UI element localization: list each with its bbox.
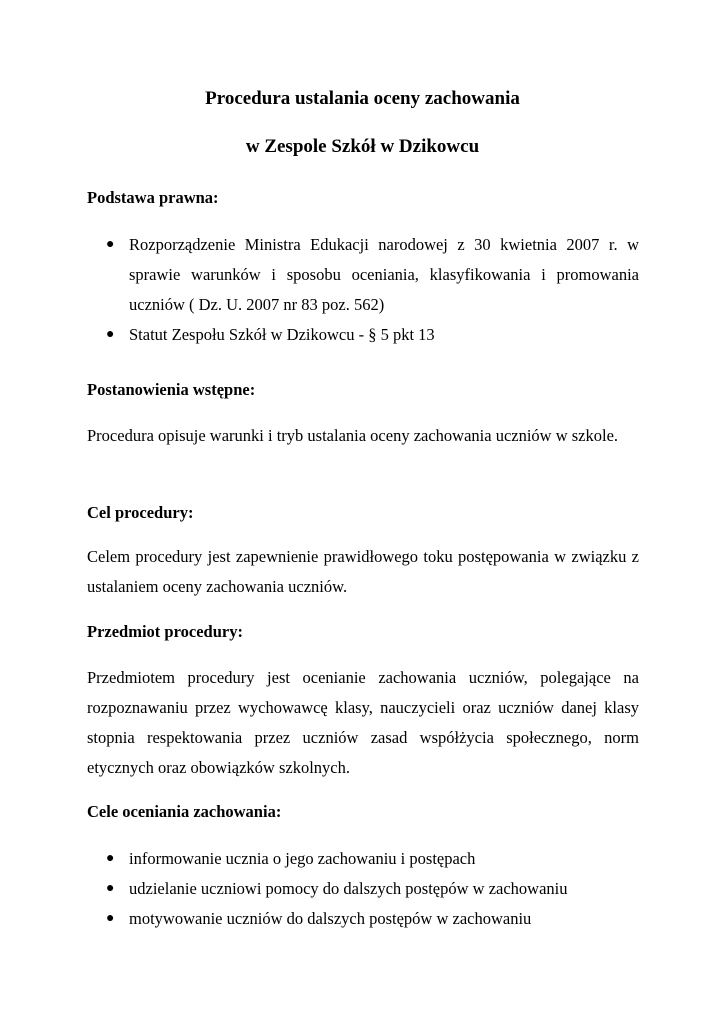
bullet-icon: ● — [106, 881, 115, 896]
list-podstawa-prawna — [87, 230, 639, 350]
list-item-text: Rozporządzenie Ministra Edukacji narodowej z 30 kwietnia 2007 r. w sprawie warunków i sposobu oceniania, klasyfikowania i promowania uczniów ( Dz. U. 2007 nr 83 poz. 562) — [129, 235, 639, 314]
list-item-text: Statut Zespołu Szkół w Dzikowcu - § 5 pkt 13 — [129, 325, 435, 344]
bullet-icon: ● — [106, 237, 115, 252]
list-item — [87, 844, 639, 874]
list-item — [87, 230, 639, 320]
list-item-text: informowanie ucznia o jego zachowaniu i postępach — [129, 849, 476, 868]
heading-przedmiot-procedury: Przedmiot procedury: — [87, 622, 243, 641]
list-item — [87, 874, 639, 904]
document-subtitle: w Zespole Szkół w Dzikowcu — [245, 136, 480, 157]
bullet-icon: ● — [106, 911, 115, 926]
list-item-text: udzielanie uczniowi pomocy do dalszych postępów w zachowaniu — [129, 879, 568, 898]
heading-cel-procedury: Cel procedury: — [87, 503, 194, 522]
paragraph-przedmiot: Przedmiotem procedury jest ocenianie zachowania uczniów, polegające na rozpoznawaniu przez wychowawcę klasy, nauczycieli oraz uczniów danej klasy stopnia respektowania przez uczniów zasad współżycia społecznego, norm etycznych oraz obowiązków szkolnych. — [87, 668, 639, 777]
list-item-text: motywowanie uczniów do dalszych postępów w zachowaniu — [129, 909, 532, 928]
heading-podstawa-prawna: Podstawa prawna: — [87, 188, 219, 207]
bullet-icon: ● — [106, 327, 115, 342]
document-title: Procedura ustalania oceny zachowania — [205, 88, 520, 109]
heading-cele-oceniania: Cele oceniania zachowania: — [87, 802, 282, 821]
paragraph-cel: Celem procedury jest zapewnienie prawidłowego toku postępowania w związku z ustalaniem oceny zachowania uczniów. — [87, 547, 639, 596]
paragraph-postanowienia: Procedura opisuje warunki i tryb ustalania oceny zachowania uczniów w szkole. — [87, 426, 619, 445]
list-item — [87, 320, 639, 350]
list-item — [87, 904, 639, 934]
bullet-icon: ● — [106, 851, 115, 866]
heading-postanowienia-wstepne: Postanowienia wstępne: — [87, 380, 256, 399]
list-cele-oceniania — [87, 844, 639, 934]
